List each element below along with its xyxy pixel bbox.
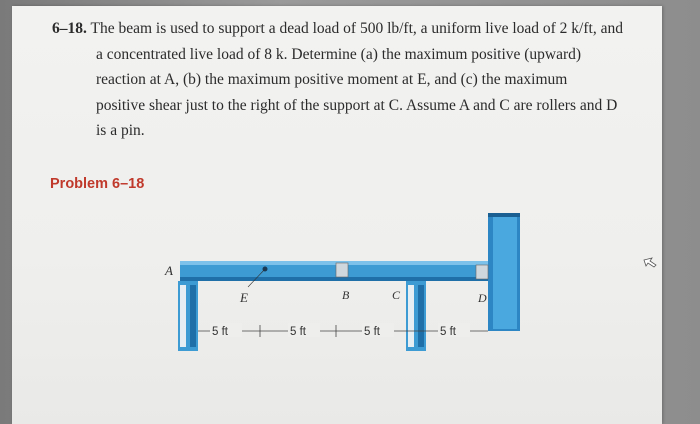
dim-label-4: 5 ft	[440, 326, 456, 338]
problem-line-1: The beam is used to support a dead load of 500 lb/ft, a uniform live load of 2 k/ft, and	[90, 20, 623, 37]
dim-label-1: 5 ft	[212, 326, 228, 338]
problem-line-4: positive shear just to the right of the support at C. Assume A and C are rollers and D	[96, 96, 618, 114]
problem-statement	[52, 16, 652, 144]
label-c: C	[392, 288, 401, 302]
problem-line-2: a concentrated live load of 8 k. Determine (a) the maximum positive (upward)	[96, 45, 582, 63]
problem-line-3: reaction at A, (b) the maximum positive moment at E, and (c) the maximum	[96, 71, 568, 88]
figure-caption: Problem 6–18	[50, 176, 145, 192]
beam-figure	[150, 205, 520, 355]
dim-label-3: 5 ft	[364, 326, 380, 338]
label-d: D	[478, 291, 487, 305]
problem-line-5: is a pin.	[96, 122, 145, 139]
label-b: B	[342, 288, 350, 302]
label-a: A	[165, 263, 173, 278]
problem-number: 6–18.	[52, 20, 87, 37]
pin-plate-d	[476, 265, 488, 279]
splice-b	[336, 263, 348, 277]
pointer-cursor-icon	[642, 256, 658, 272]
label-e: E	[240, 290, 248, 305]
dim-label-2: 5 ft	[290, 326, 306, 338]
